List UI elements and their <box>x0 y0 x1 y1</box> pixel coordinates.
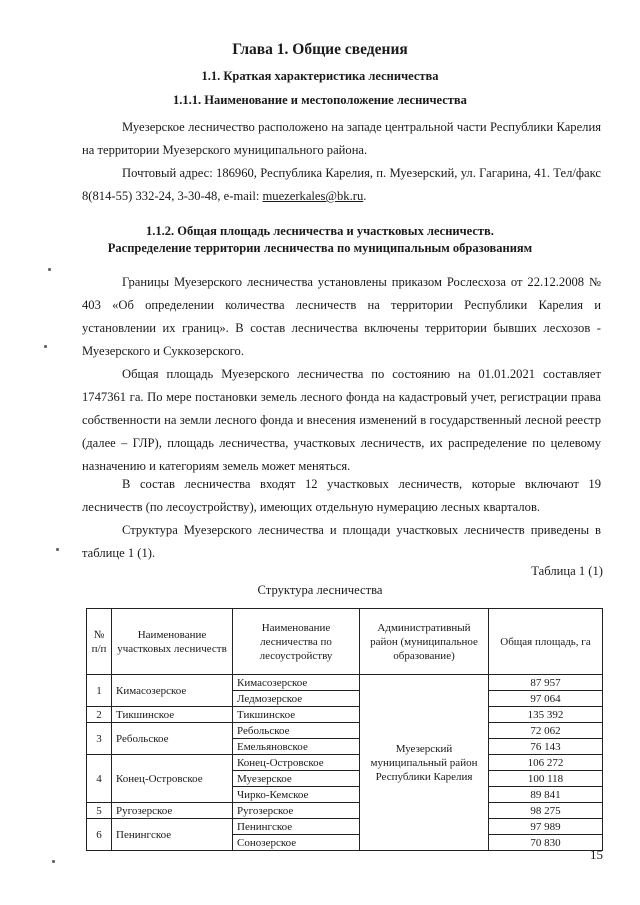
structure-table <box>86 608 603 851</box>
subsection-title-1: 1.1.1. Наименование и местоположение лесничества <box>173 93 467 107</box>
header-area: Общая площадь, га <box>489 609 603 675</box>
scan-speck <box>52 860 55 863</box>
area-value: 135 392 <box>489 707 603 723</box>
forestry-name: Чирко-Кемское <box>233 787 360 803</box>
page-number: 15 <box>590 847 603 862</box>
area-value: 106 272 <box>489 755 603 771</box>
header-municipality: Административный район (муниципальное образование) <box>360 609 489 675</box>
email-end: . <box>363 189 367 203</box>
table-row <box>87 819 603 835</box>
paragraph-area: Общая площадь Муезерского лесничества по состоянию на 01.01.2021 составляет 1747361 га. По мере постановки земель лесного фонда на кадастровый учет, регистрации права собственности на земли лесного фонда и внесения изменений в государственный лесной реестр (далее – ГЛР), площадь лесничества, участковых лесничеств, их распределение по целевому назначению и категориям земель может меняться. <box>82 367 601 473</box>
paragraph-location: Муезерское лесничество расположено на западе центральной части Республики Карелия на территории Муезерского муниципального района. <box>82 120 601 157</box>
subsection-title-2a: 1.1.2. Общая площадь лесничества и участковых лесничеств. <box>146 224 494 238</box>
area-value: 100 118 <box>489 771 603 787</box>
table-row <box>87 707 603 723</box>
header-num: № п/п <box>87 609 112 675</box>
section-title: 1.1. Краткая характеристика лесничества <box>201 69 439 83</box>
district-name: Ребольское <box>112 723 233 755</box>
table-row <box>87 723 603 739</box>
paragraph-composition: В состав лесничества входят 12 участковых лесничеств, которые включают 19 лесничеств (по лесоустройству), имеющих отдельную нумерацию лесных кварталов. <box>82 477 601 514</box>
paragraph-structure: Структура Муезерского лесничества и площади участковых лесничеств приведены в таблице 1 (1). <box>82 523 601 560</box>
scan-speck <box>48 268 51 271</box>
area-value: 97 064 <box>489 691 603 707</box>
table-row <box>87 755 603 771</box>
forestry-name: Конец-Островское <box>233 755 360 771</box>
paragraph-address <box>82 162 601 208</box>
forestry-name: Ребольское <box>233 723 360 739</box>
district-name: Пенингское <box>112 819 233 851</box>
area-value: 89 841 <box>489 787 603 803</box>
row-num: 1 <box>87 675 112 707</box>
district-name: Конец-Островское <box>112 755 233 803</box>
forestry-name: Тикшинское <box>233 707 360 723</box>
row-num: 4 <box>87 755 112 803</box>
area-value: 97 989 <box>489 819 603 835</box>
area-value: 76 143 <box>489 739 603 755</box>
paragraph-borders: Границы Муезерского лесничества установлены приказом Рослесхоза от 22.12.2008 № 403 «Об определении количества лесничеств на территории Республики Карелия и установлении их границ». В состав лесничества включены территории бывших лесхозов - Муезерского и Суккозерского. <box>82 275 601 358</box>
forestry-name: Емельяновское <box>233 739 360 755</box>
table-header-row <box>87 609 603 675</box>
district-name: Кимасозерское <box>112 675 233 707</box>
table-row <box>87 675 603 691</box>
area-value: 98 275 <box>489 803 603 819</box>
row-num: 6 <box>87 819 112 851</box>
forestry-name: Ледмозерское <box>233 691 360 707</box>
header-forestry: Наименование лесничества по лесоустройству <box>233 609 360 675</box>
district-name: Ругозерское <box>112 803 233 819</box>
table-caption: Структура лесничества <box>257 583 383 597</box>
email-link[interactable]: muezerkales@bk.ru <box>262 189 364 203</box>
district-name: Тикшинское <box>112 707 233 723</box>
forestry-name: Ругозерское <box>233 803 360 819</box>
row-num: 3 <box>87 723 112 755</box>
municipality-cell: Муезерский муниципальный район Республики Карелия <box>360 675 489 851</box>
scan-speck <box>56 548 59 551</box>
subsection-title-2b: Распределение территории лесничества по муниципальным образованиям <box>107 241 533 255</box>
table-label: Таблица 1 (1) <box>531 564 603 578</box>
row-num: 5 <box>87 803 112 819</box>
forestry-name: Сонозерское <box>233 835 360 851</box>
chapter-title: Глава 1. Общие сведения <box>232 41 408 58</box>
row-num: 2 <box>87 707 112 723</box>
area-value: 70 830 <box>489 835 603 851</box>
table-row <box>87 803 603 819</box>
header-district: Наименование участковых лесничеств <box>112 609 233 675</box>
area-value: 87 957 <box>489 675 603 691</box>
scan-speck <box>44 345 47 348</box>
forestry-name: Пенингское <box>233 819 360 835</box>
address-text: Почтовый адрес: 186960, Республика Карелия, п. Муезерский, ул. Гагарина, 41. Тел/факс 8(814-55) 332-24, 3-30-48, e-mail: <box>82 166 601 203</box>
area-value: 72 062 <box>489 723 603 739</box>
forestry-name: Муезерское <box>233 771 360 787</box>
forestry-name: Кимасозерское <box>233 675 360 691</box>
